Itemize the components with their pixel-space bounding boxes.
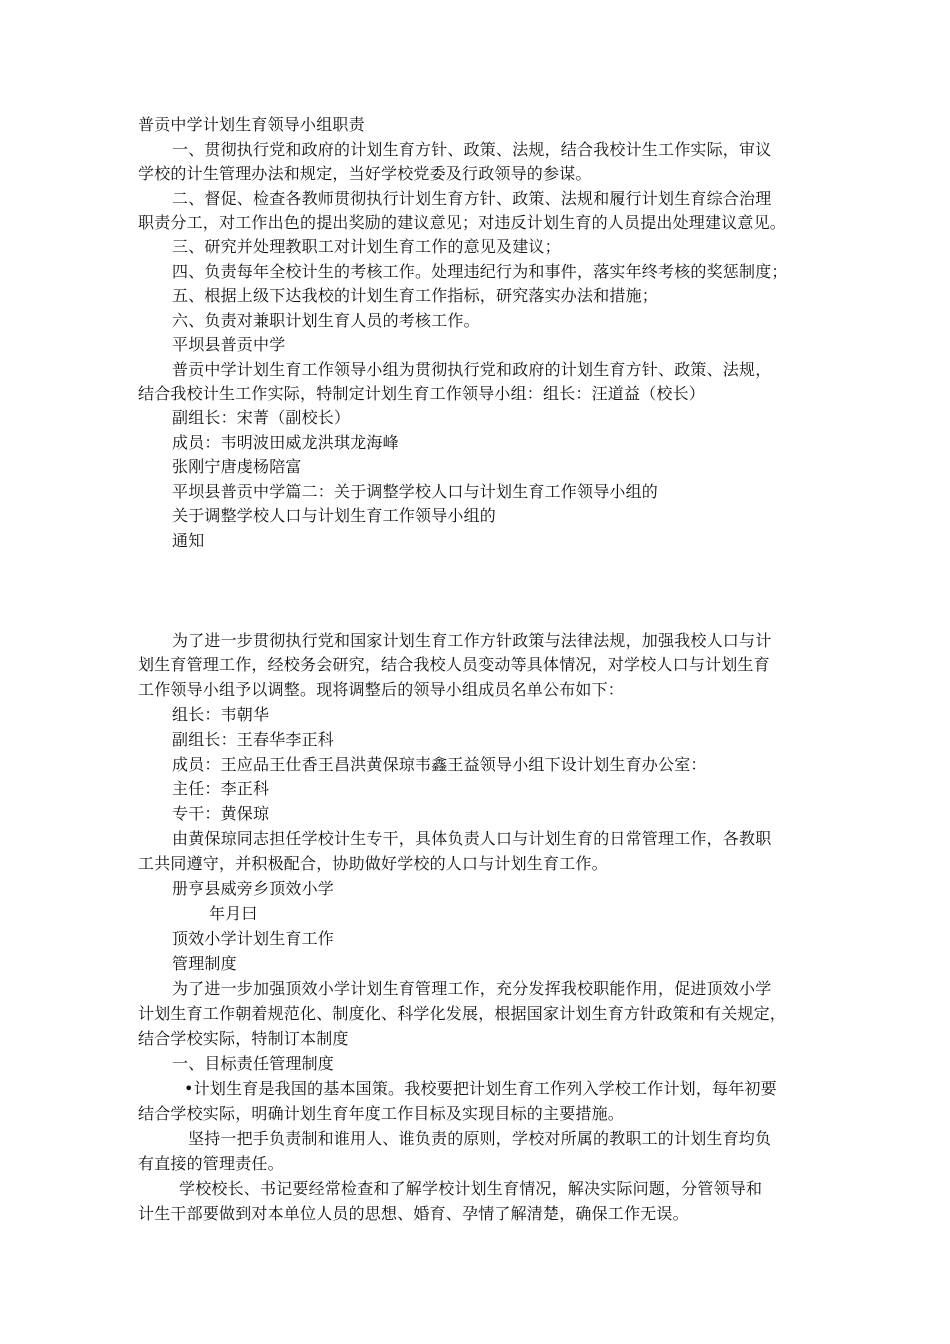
paragraph-line: 工共同遵守，并积极配合，协助做好学校的人口与计划生育工作。	[138, 854, 608, 873]
paragraph-line: 职责分工，对工作出色的提出奖励的建议意见；对违反计划生育的人员提出处理建议意见。	[138, 213, 787, 232]
paragraph-line: 有直接的管理责任。	[138, 1154, 284, 1173]
paragraph-line: 学校的计生管理办法和规定，当好学校党委及行政领导的参谋。	[138, 164, 592, 183]
paragraph-line: 组长：韦朝华	[172, 705, 270, 724]
paragraph-line: 通知	[172, 531, 205, 550]
paragraph-line: 由黄保琼同志担任学校计生专干，具体负责人口与计划生育的日常管理工作，各教职	[172, 829, 772, 848]
section-heading: 平坝县普贡中学篇二：关于调整学校人口与计划生育工作领导小组的	[172, 482, 659, 501]
paragraph-line: 成员：王应品王仕香王昌洪黄保琼韦鑫王益领导小组下设计划生育办公室：	[172, 755, 707, 774]
paragraph-line: 五、根据上级下达我校的计划生育工作指标，研究落实办法和措施；	[172, 286, 659, 305]
paragraph-line: 为了进一步贯彻执行党和国家计划生育工作方针政策与法律法规，加强我校人口与计	[172, 631, 772, 650]
subsection-heading: 一、目标责任管理制度	[172, 1054, 335, 1073]
paragraph-line: 计划生育工作朝着规范化、制度化、科学化发展，根据国家计划生育方针政策和有关规定，	[138, 1004, 787, 1023]
paragraph-line: 主任：李正科	[172, 779, 270, 798]
paragraph-line: 结合学校实际，明确计划生育年度工作目标及实现目标的主要措施。	[138, 1104, 625, 1123]
signature-line: 平坝县普贡中学	[172, 335, 286, 354]
paragraph-line: 二、督促、检查各教师贯彻执行计划生育方针、政策、法规和履行计划生育综合治理	[172, 189, 772, 208]
paragraph-line: 四、负责每年全校计生的考核工作。处理违纪行为和事件，落实年终考核的奖惩制度；	[172, 262, 788, 281]
paragraph-line: 副组长：宋菁（副校长）	[172, 408, 351, 427]
paragraph-line: 张刚宁唐虔杨陪富	[172, 457, 302, 476]
paragraph-line: 管理制度	[172, 954, 237, 973]
paragraph-line: 结合学校实际，特制订本制度	[138, 1029, 349, 1048]
paragraph-line: 一、贯彻执行党和政府的计划生育方针、政策、法规，结合我校计生工作实际，审议	[172, 140, 772, 159]
paragraph-line: 普贡中学计划生育工作领导小组为贯彻执行党和政府的计划生育方针、政策、法规，	[172, 360, 772, 379]
paragraph-line: 计生干部要做到对本单位人员的思想、婚育、孕情了解清楚，确保工作无误。	[138, 1204, 689, 1223]
paragraph-line: 关于调整学校人口与计划生育工作领导小组的	[172, 506, 497, 525]
paragraph-line: 坚持一把手负责制和谁用人、谁负责的原则，学校对所属的教职工的计划生育均负	[188, 1129, 772, 1148]
paragraph-line: 三、研究并处理教职工对计划生育工作的意见及建议；	[172, 237, 561, 256]
section-heading: 顶效小学计划生育工作	[172, 929, 335, 948]
signature-line: 册亨县威旁乡顶效小学	[172, 879, 335, 898]
paragraph-line: 结合我校计生工作实际，特制定计划生育工作领导小组：组长：汪道益（校长）	[138, 384, 706, 403]
paragraph-line: •计划生育是我国的基本国策。我校要把计划生育工作列入学校工作计划，每年初要	[184, 1079, 777, 1098]
paragraph-line: 工作领导小组予以调整。现将调整后的领导小组成员名单公布如下：	[138, 680, 625, 699]
paragraph-line: 为了进一步加强顶效小学计划生育管理工作，充分发挥我校职能作用，促进顶效小学	[172, 979, 772, 998]
date-line: 年月曰	[209, 904, 258, 923]
paragraph-line: 划生育管理工作，经校务会研究，结合我校人员变动等具体情况，对学校人口与计划生育	[138, 655, 770, 674]
paragraph-line: 成员：韦明波田威龙洪琪龙海峰	[172, 433, 399, 452]
paragraph-line: 专干：黄保琼	[172, 804, 270, 823]
paragraph-line: 学校校长、书记要经常检查和了解学校计划生育情况，解决实际问题，分管领导和	[179, 1179, 763, 1198]
paragraph-line: 六、负责对兼职计划生育人员的考核工作。	[172, 311, 480, 330]
document-title: 普贡中学计划生育领导小组职责	[138, 115, 365, 134]
paragraph-line: 副组长：王春华李正科	[172, 730, 335, 749]
